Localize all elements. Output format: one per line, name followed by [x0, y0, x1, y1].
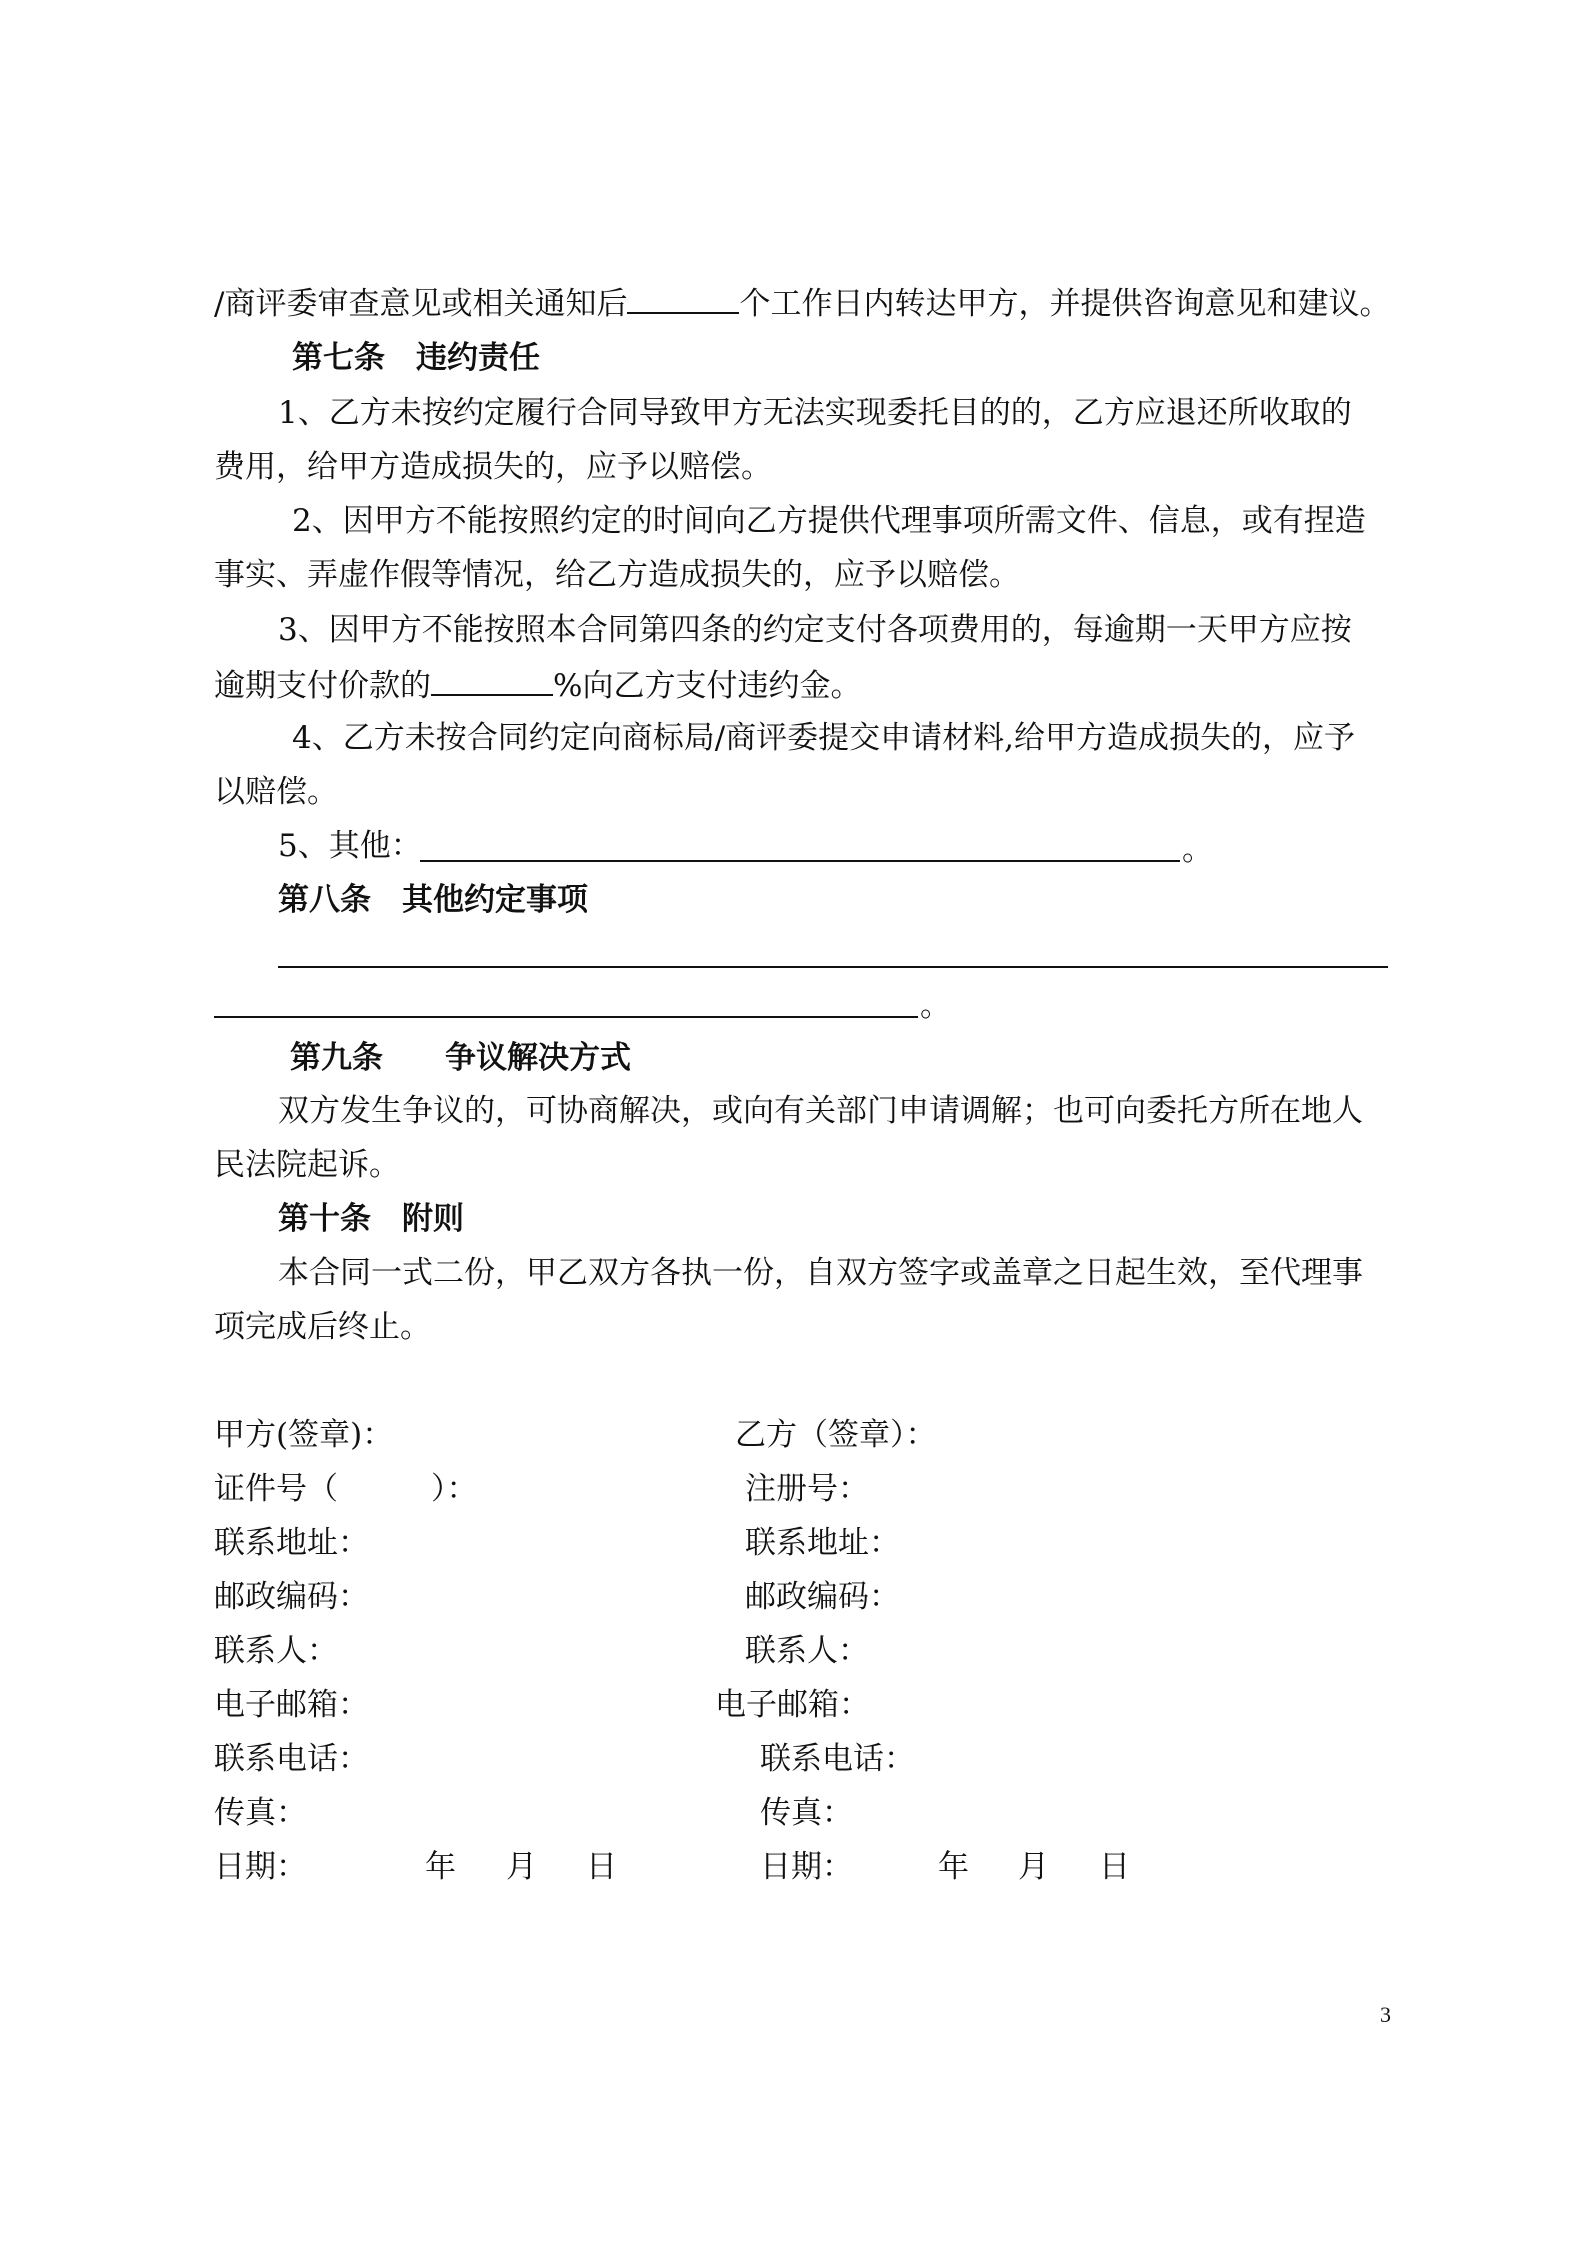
article7-item5-label: 5、其他：	[278, 828, 422, 864]
item3-text-after: %向乙方支付违约金。	[553, 668, 862, 704]
party-a-address: 联系地址：	[214, 1525, 369, 1561]
continuation-text-after: 个工作日内转达甲方，并提供咨询意见和建议。	[739, 286, 1391, 322]
article8-end-mark: 。	[920, 988, 951, 1024]
party-b-year: 年	[938, 1849, 969, 1885]
article7-item2-line2: 事实、弄虚作假等情况，给乙方造成损失的，应予以赔偿。	[214, 557, 1020, 593]
party-a-year: 年	[425, 1849, 456, 1885]
party-a-postcode: 邮政编码：	[214, 1579, 369, 1615]
article7-item3-line1: 3、因甲方不能按照本合同第四条的约定支付各项费用的，每逾期一天甲方应按	[278, 612, 1352, 648]
party-b-address: 联系地址：	[745, 1525, 900, 1561]
article8-heading: 第八条 其他约定事项	[278, 882, 588, 918]
party-a-date: 日期：	[214, 1849, 307, 1885]
continuation-text-before: /商评委审查意见或相关通知后	[214, 286, 628, 322]
article7-item2-line1: 2、因甲方不能按照约定的时间向乙方提供代理事项所需文件、信息，或有捏造	[292, 503, 1366, 539]
party-b-sign: 乙方（签章）：	[735, 1417, 937, 1453]
continuation-line	[214, 282, 1390, 324]
item5-end-mark: 。	[1182, 832, 1213, 868]
article7-item1-line2: 费用，给甲方造成损失的，应予以赔偿。	[214, 449, 772, 485]
party-b-date: 日期：	[760, 1849, 853, 1885]
party-b-postcode: 邮政编码：	[745, 1579, 900, 1615]
party-a-sign: 甲方(签章)：	[214, 1417, 394, 1453]
article7-item3-line2	[214, 664, 861, 706]
party-a-email: 电子邮箱：	[214, 1687, 369, 1723]
party-a-fax: 传真：	[214, 1795, 307, 1831]
party-a-phone: 联系电话：	[214, 1741, 369, 1777]
item3-text-before: 逾期支付价款的	[214, 668, 431, 704]
item5-blank-line	[420, 860, 1180, 862]
article9-heading: 第九条 争议解决方式	[290, 1040, 631, 1076]
party-a-id-no: 证件号（ ）：	[214, 1471, 478, 1507]
party-b-phone: 联系电话：	[760, 1741, 915, 1777]
party-b-email: 电子邮箱：	[715, 1687, 870, 1723]
article8-blank-line-1	[278, 966, 1388, 968]
article7-item4-line2: 以赔偿。	[214, 774, 338, 810]
party-b-month: 月	[1018, 1849, 1049, 1885]
party-b-contact: 联系人：	[745, 1633, 869, 1669]
article10-heading: 第十条 附则	[278, 1201, 464, 1237]
penalty-rate-blank	[431, 664, 553, 696]
article9-line1: 双方发生争议的，可协商解决，或向有关部门申请调解；也可向委托方所在地人	[278, 1093, 1363, 1129]
article7-item1-line1: 1、乙方未按约定履行合同导致甲方无法实现委托目的的，乙方应退还所收取的	[278, 395, 1352, 431]
workdays-blank	[627, 282, 739, 314]
article8-blank-line-2	[214, 1016, 918, 1018]
article7-heading: 第七条 违约责任	[292, 340, 540, 376]
party-a-contact: 联系人：	[214, 1633, 338, 1669]
article10-line1: 本合同一式二份，甲乙双方各执一份，自双方签字或盖章之日起生效，至代理事	[278, 1255, 1363, 1291]
article7-item4-line1: 4、乙方未按合同约定向商标局/商评委提交申请材料,给甲方造成损失的，应予	[292, 720, 1356, 756]
party-b-reg-no: 注册号：	[745, 1471, 869, 1507]
party-b-day: 日	[1099, 1849, 1130, 1885]
article10-line2: 项完成后终止。	[214, 1309, 431, 1345]
party-a-month: 月	[506, 1849, 537, 1885]
party-a-day: 日	[586, 1849, 617, 1885]
page-number: 3	[1380, 2002, 1391, 2027]
party-b-fax: 传真：	[760, 1795, 853, 1831]
article9-line2: 民法院起诉。	[214, 1147, 400, 1183]
